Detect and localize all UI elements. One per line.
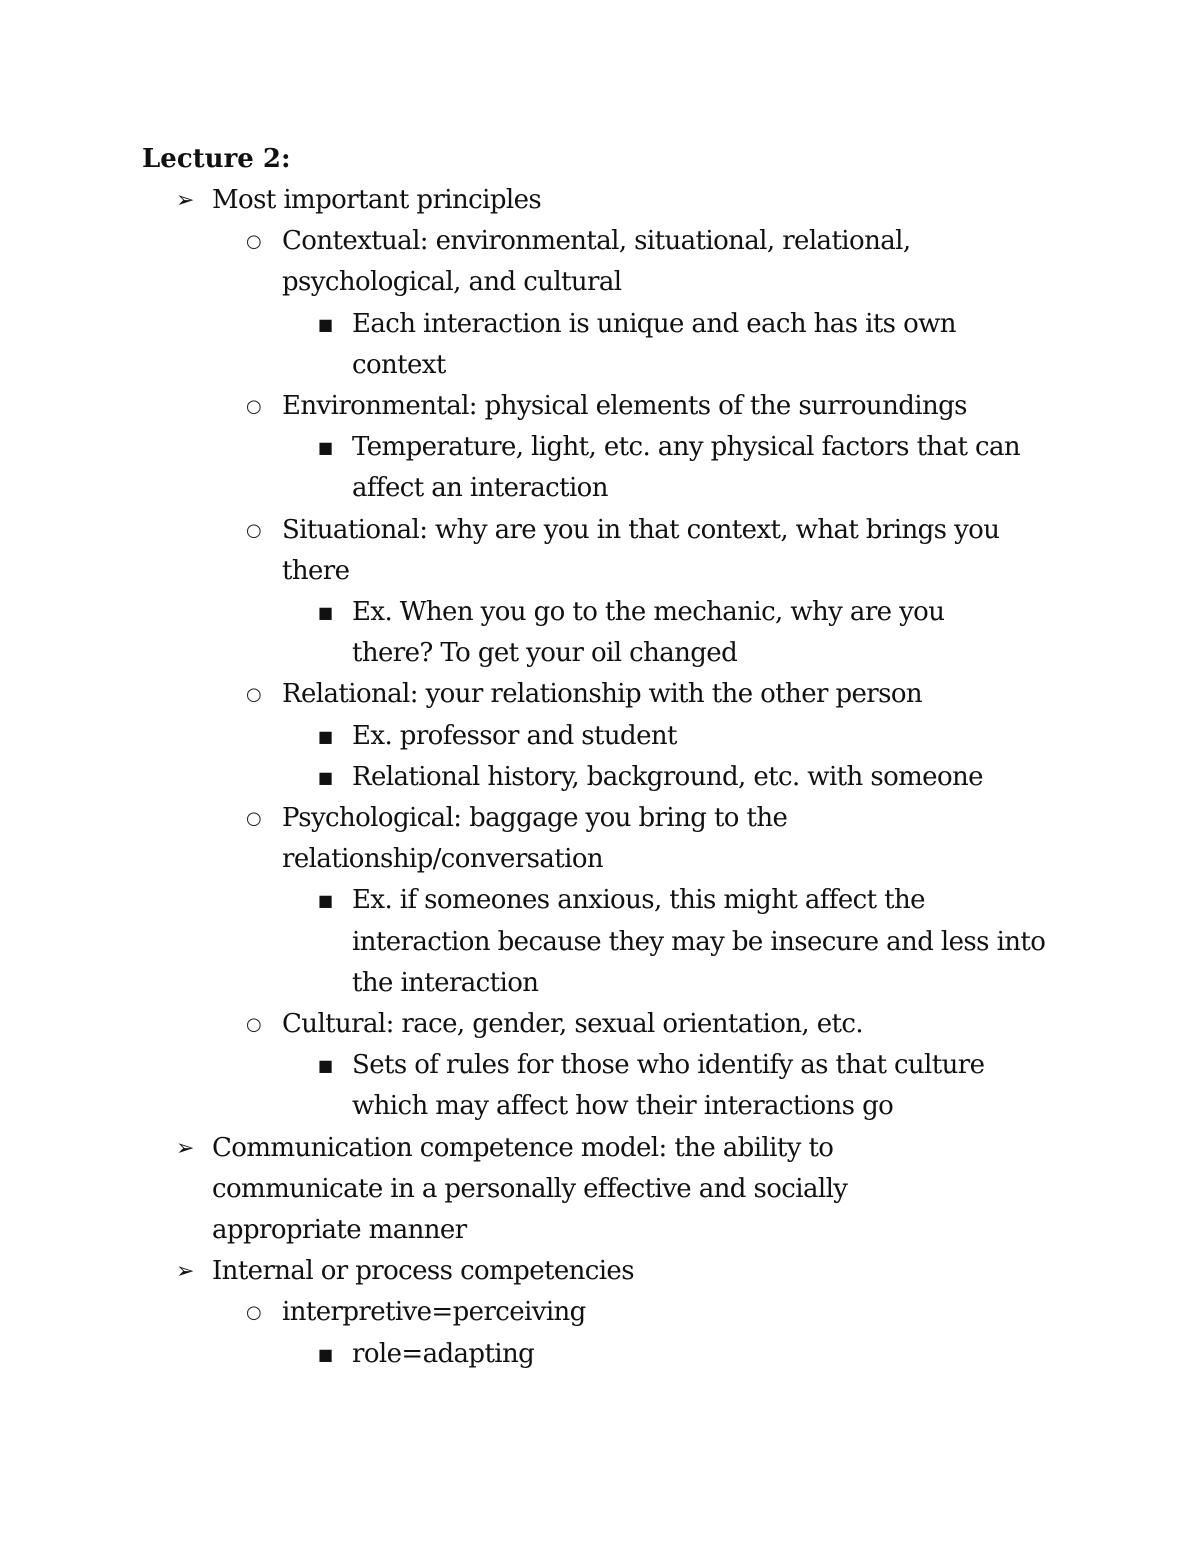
list-item xyxy=(176,1251,1056,1292)
list-item xyxy=(176,1128,1056,1252)
arrow-bullet-icon: ➢ xyxy=(176,1135,194,1161)
list-item xyxy=(176,880,1056,1004)
list-item-text: role=adapting xyxy=(352,1338,535,1369)
list-item xyxy=(176,798,1056,880)
circle-bullet-icon: ○ xyxy=(246,684,262,706)
list-item-text: Ex. When you go to the mechanic, why are you there? To get your oil changed xyxy=(352,597,945,669)
list-item-text: Communication competence model: the ability to communicate in a personally effective and socially appropriate manner xyxy=(212,1132,848,1246)
list-item-text: Internal or process competencies xyxy=(212,1256,634,1287)
square-bullet-icon: ■ xyxy=(318,1056,333,1076)
square-bullet-icon: ■ xyxy=(318,726,333,746)
list-item xyxy=(176,180,1056,221)
circle-bullet-icon: ○ xyxy=(246,396,262,418)
list-item-text: Situational: why are you in that context, what brings you there xyxy=(282,514,1000,586)
list-item xyxy=(176,592,1056,674)
circle-bullet-icon: ○ xyxy=(246,808,262,830)
square-bullet-icon: ■ xyxy=(318,314,333,334)
list-item xyxy=(176,757,1056,798)
square-bullet-icon: ■ xyxy=(318,1344,333,1364)
list-item xyxy=(176,674,1056,715)
circle-bullet-icon: ○ xyxy=(246,1014,262,1036)
circle-bullet-icon: ○ xyxy=(246,1302,262,1324)
list-item xyxy=(176,304,1056,386)
circle-bullet-icon: ○ xyxy=(246,231,262,253)
list-item xyxy=(176,716,1056,757)
list-item-text: interpretive=perceiving xyxy=(282,1297,586,1328)
list-item xyxy=(176,1004,1056,1045)
list-item-text: Ex. professor and student xyxy=(352,720,677,751)
arrow-bullet-icon: ➢ xyxy=(176,188,194,213)
list-item xyxy=(176,510,1056,592)
list-item-text: Relational history, background, etc. with someone xyxy=(352,761,983,792)
list-item-text: Contextual: environmental, situational, relational, psychological, and cultural xyxy=(282,226,911,298)
list-item-text: Relational: your relationship with the other person xyxy=(282,679,923,710)
list-item-text: Each interaction is unique and each has its own context xyxy=(352,308,956,380)
list-item-text: Temperature, light, etc. any physical factors that can affect an interaction xyxy=(352,432,1021,504)
list-item xyxy=(176,1045,1056,1127)
circle-bullet-icon: ○ xyxy=(246,519,262,541)
square-bullet-icon: ■ xyxy=(318,603,333,623)
notes-outline xyxy=(176,180,1056,1375)
list-item-text: Psychological: baggage you bring to the relationship/conversation xyxy=(282,803,788,875)
list-item-text: Ex. if someones anxious, this might affect the interaction because they may be insecure and less into the interaction xyxy=(352,885,1046,998)
square-bullet-icon: ■ xyxy=(318,891,333,911)
list-item-text: Environmental: physical elements of the surroundings xyxy=(282,391,967,422)
arrow-bullet-icon: ➢ xyxy=(176,1259,194,1285)
list-item-text: Cultural: race, gender, sexual orientation, etc. xyxy=(282,1009,863,1040)
list-item xyxy=(176,386,1056,427)
page-title: Lecture 2: xyxy=(142,144,291,174)
list-item xyxy=(176,221,1056,303)
list-item-text: Sets of rules for those who identify as that culture which may affect how their interactions go xyxy=(352,1050,985,1122)
list-item xyxy=(176,1292,1056,1333)
square-bullet-icon: ■ xyxy=(318,438,333,458)
list-item xyxy=(176,1334,1056,1375)
square-bullet-icon: ■ xyxy=(318,767,333,787)
list-item xyxy=(176,427,1056,509)
list-item-text: Most important principles xyxy=(212,185,542,215)
